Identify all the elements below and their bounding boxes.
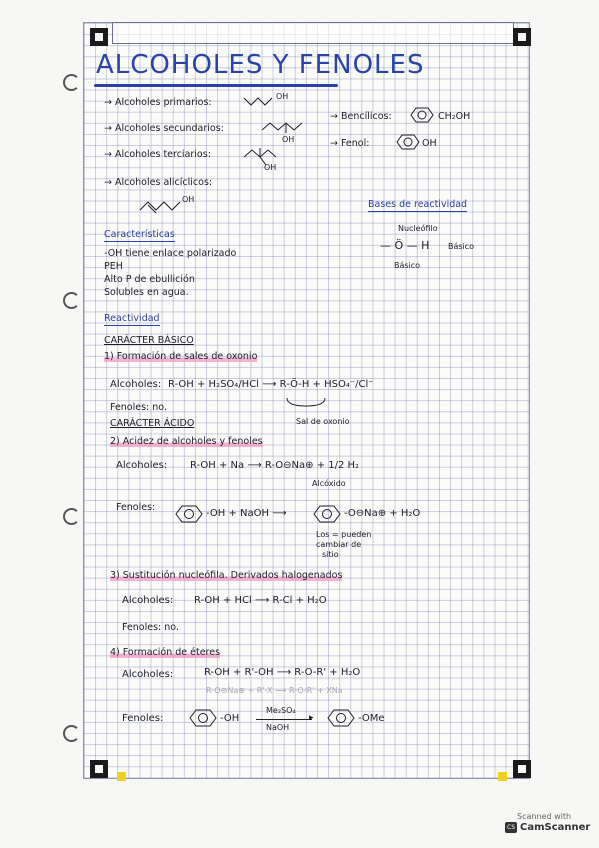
- sal-oxonio-bracket: [286, 396, 326, 410]
- header-box: [112, 22, 514, 44]
- anisole-start-ring-icon: [186, 709, 220, 727]
- s1-alcoholes-reaction: R-OH + H₂SO₄/HCl ⟶ R-Ö-H + HSO₄⁻/Cl⁻: [168, 379, 374, 390]
- caracter-acido-heading: CARÁCTER ÁCIDO: [110, 418, 195, 429]
- aliciclicos-oh: OH: [182, 195, 195, 204]
- resonance-note-2: cambiar de: [316, 540, 362, 549]
- bencilicos-label: → Bencílicos:: [330, 111, 392, 122]
- watermark-line-1: Scanned with: [517, 812, 572, 821]
- s3-alcoholes-reaction: R-OH + HCl ⟶ R-Cl + H₂O: [194, 595, 327, 606]
- caracteristicas-line-4: Solubles en agua.: [104, 287, 189, 298]
- sal-oxonio-label: Sal de oxonio: [296, 417, 350, 426]
- fenol-formula: OH: [422, 138, 437, 149]
- s4-reagent-top: Me₂SO₄: [266, 706, 296, 715]
- aliciclicos-label: → Alcoholes alicíclicos:: [104, 177, 213, 188]
- yellow-marker-right: [498, 772, 507, 781]
- s4-alcoholes-reaction: R-OH + R'-OH ⟶ R-O-R' + H₂O: [204, 667, 361, 678]
- s3-fenoles: Fenoles: no.: [122, 622, 179, 633]
- secundarios-oh: OH: [282, 135, 295, 144]
- bencilicos-formula: CH₂OH: [438, 111, 471, 122]
- corner-marker-bottom-left: [90, 760, 108, 778]
- s2-alcoholes-label: Alcoholes:: [116, 460, 168, 471]
- s2-fenoles-left: -OH + NaOH ⟶: [206, 508, 287, 519]
- terciarios-oh: OH: [264, 163, 277, 172]
- nucleofilo-label: Nucleófilo: [398, 224, 438, 233]
- s4-fenoles-label: Fenoles:: [122, 713, 164, 724]
- binder-hole-2: [63, 292, 80, 309]
- s4-alcoholes-faint: R-O⊖Na⊕ + R'-X ⟶ R-O-R' + XNa: [206, 686, 343, 695]
- corner-marker-bottom-right: [513, 760, 531, 778]
- binder-hole-1: [63, 74, 80, 91]
- fenol-label: → Fenol:: [330, 138, 370, 149]
- yellow-marker-left: [117, 772, 126, 781]
- corner-marker-top-right: [513, 28, 531, 46]
- caracteristicas-line-1: -OH tiene enlace polarizado: [104, 248, 237, 259]
- caracteristicas-heading: Características: [104, 229, 175, 240]
- binder-hole-3: [63, 508, 80, 525]
- primarios-oh: OH: [276, 92, 289, 101]
- s1-alcoholes-label: Alcoholes:: [110, 379, 162, 390]
- alcoxido-label: Alcóxido: [312, 479, 346, 488]
- s2-fenoles-right: -O⊖Na⊕ + H₂O: [344, 508, 421, 519]
- s4-fenoles-right: -OMe: [358, 713, 385, 724]
- resonance-note-3: sitio: [322, 550, 339, 559]
- s4-reagent-bottom: NaOH: [266, 723, 290, 732]
- title-underline: [94, 84, 338, 87]
- s2-fenoles-label: Fenoles:: [116, 502, 156, 513]
- section-1-title: 1) Formación de sales de oxonio: [104, 351, 258, 362]
- section-4-title: 4) Formación de éteres: [110, 647, 221, 658]
- caracteristicas-line-3: Alto P de ebullición: [104, 274, 195, 285]
- phenoxide-ring-icon: [310, 505, 344, 523]
- anisole-ring-icon: [324, 709, 358, 727]
- caracteristicas-line-2: PEH: [104, 261, 123, 272]
- reactividad-heading: Reactividad: [104, 313, 160, 324]
- camscanner-logo-icon: CS: [507, 824, 515, 831]
- section-3-title: 3) Sustitución nucleófila. Derivados halogenados: [110, 570, 343, 581]
- oh-structure: — Ö — H: [380, 239, 430, 252]
- terciarios-label: → Alcoholes terciarios:: [104, 149, 211, 160]
- page-title: ALCOHOLES Y FENOLES: [96, 50, 425, 80]
- phenol-ring-icon: [393, 134, 423, 150]
- s3-alcoholes-label: Alcoholes:: [122, 595, 174, 606]
- basico-right-label: Básico: [448, 242, 475, 251]
- s2-alcoholes-reaction: R-OH + Na ⟶ R-O⊖Na⊕ + 1/2 H₂: [190, 460, 360, 471]
- s4-alcoholes-label: Alcoholes:: [122, 669, 174, 680]
- s4-fenoles-left: -OH: [220, 713, 240, 724]
- secundarios-label: → Alcoholes secundarios:: [104, 123, 224, 134]
- primarios-label: → Alcoholes primarios:: [104, 97, 212, 108]
- s4-reaction-arrow: [256, 719, 312, 720]
- caracter-basico-heading: CARÁCTER BÁSICO: [104, 335, 194, 346]
- alicyclic-chain-icon: [140, 198, 188, 214]
- reactivity-sites-heading: Bases de reactividad: [368, 199, 468, 210]
- section-2-title: 2) Acidez de alcoholes y fenoles: [110, 436, 263, 447]
- phenol-ring-icon-2: [172, 505, 206, 523]
- watermark-line-2: CamScanner: [520, 822, 591, 833]
- basico-bottom-label: Básico: [394, 261, 421, 270]
- resonance-note-1: Los = pueden: [316, 530, 372, 539]
- arrowhead-icon: ▸: [309, 713, 314, 723]
- benzene-ring-icon: [407, 107, 437, 123]
- s1-fenoles: Fenoles: no.: [110, 402, 167, 413]
- binder-hole-4: [63, 725, 80, 742]
- corner-marker-top-left: [90, 28, 108, 46]
